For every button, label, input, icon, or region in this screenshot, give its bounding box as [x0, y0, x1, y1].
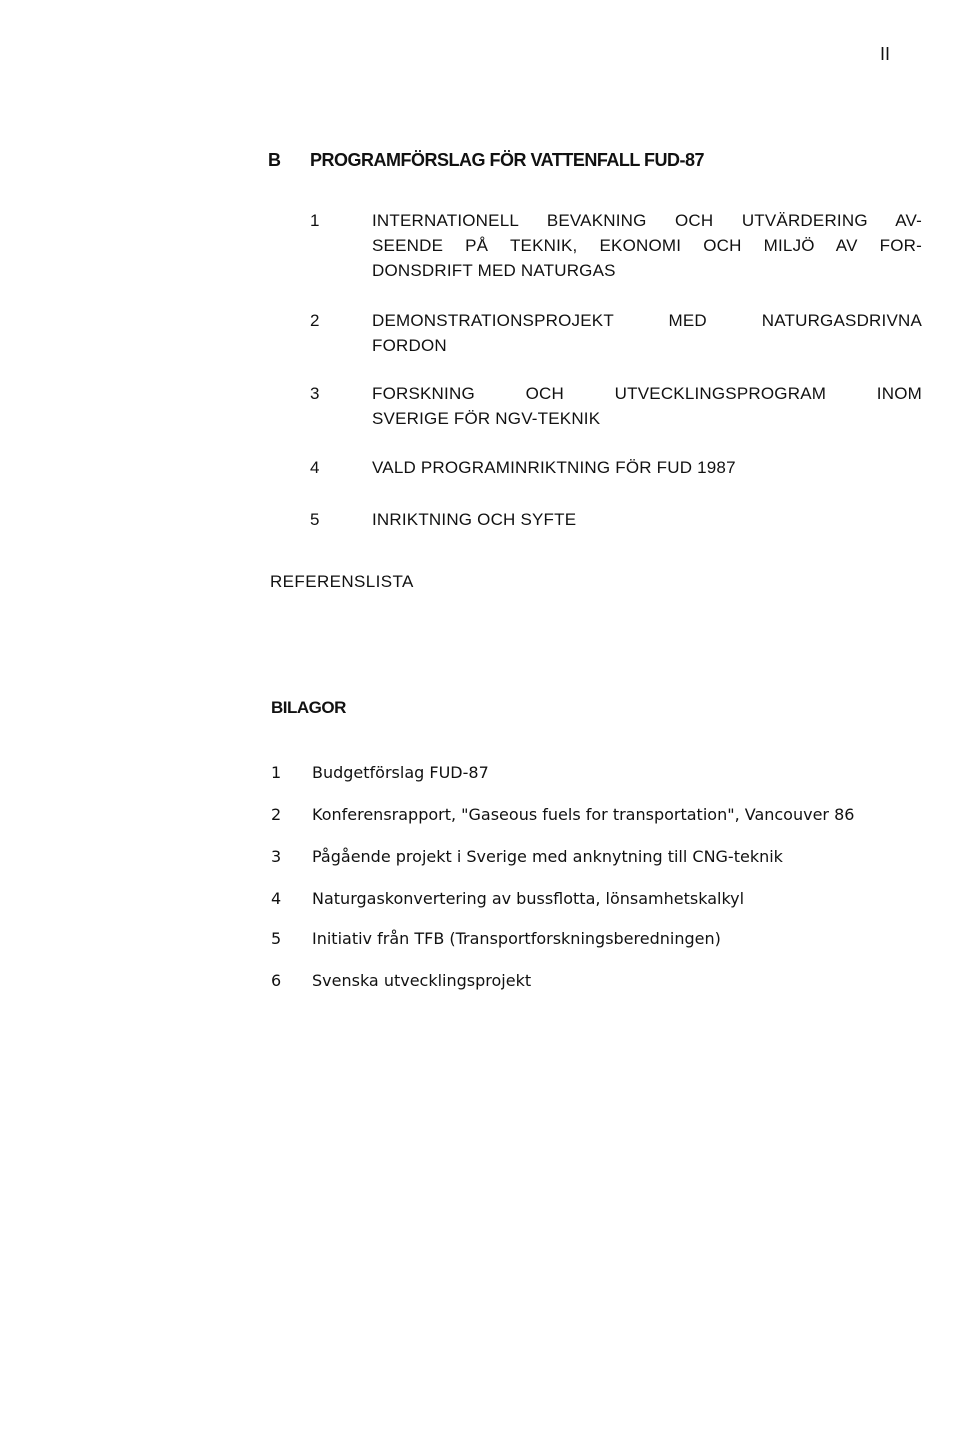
appendix-number: 1 — [271, 763, 282, 782]
toc-item-text — [372, 208, 922, 283]
toc-item-line: INTERNATIONELL BEVAKNING OCH UTVÄRDERING AV- — [372, 211, 922, 230]
section-letter: B — [268, 150, 281, 170]
toc-item-line: SEENDE PÅ TEKNIK, EKONOMI OCH MILJÖ AV FOR- — [372, 236, 922, 255]
toc-item-number: 2 — [310, 311, 320, 330]
toc-item-line: SVERIGE FÖR NGV-TEKNIK — [372, 409, 601, 428]
appendix-title: Pågående projekt i Sverige med anknytning till CNG-teknik — [312, 847, 783, 866]
section-title: PROGRAMFÖRSLAG FÖR VATTENFALL FUD-87 — [310, 150, 704, 170]
appendix-title: Budgetförslag FUD-87 — [312, 763, 489, 782]
appendix-number: 6 — [271, 971, 282, 990]
toc-item-line: INRIKTNING OCH SYFTE — [372, 510, 577, 529]
toc-item-number: 3 — [310, 384, 320, 403]
toc-item-number: 1 — [310, 211, 320, 230]
appendix-number: 5 — [271, 929, 282, 948]
appendix-title: Naturgaskonvertering av bussflotta, lönsamhetskalkyl — [312, 889, 745, 908]
appendix-number: 4 — [271, 889, 282, 908]
appendices-heading: BILAGOR — [271, 698, 346, 717]
toc-item-number: 5 — [310, 510, 320, 529]
appendix-number: 3 — [271, 847, 282, 866]
references-heading: REFERENSLISTA — [270, 572, 414, 591]
toc-item-line: FORDON — [372, 336, 447, 355]
toc-item-line: DEMONSTRATIONSPROJEKT MED NATURGASDRIVNA — [372, 311, 922, 330]
page-number: II — [880, 44, 891, 64]
toc-item-text — [372, 455, 922, 480]
toc-item-line: FORSKNING OCH UTVECKLINGSPROGRAM INOM — [372, 384, 922, 403]
toc-item-line: VALD PROGRAMINRIKTNING FÖR FUD 1987 — [372, 458, 736, 477]
toc-item-text — [372, 308, 922, 358]
toc-item-number: 4 — [310, 458, 320, 477]
appendix-title: Konferensrapport, "Gaseous fuels for transportation", Vancouver 86 — [312, 805, 855, 824]
toc-item-text — [372, 381, 922, 431]
toc-item-line: DONSDRIFT MED NATURGAS — [372, 261, 616, 280]
appendix-number: 2 — [271, 805, 282, 824]
appendix-title: Initiativ från TFB (Transportforskningsberedningen) — [312, 929, 721, 948]
appendix-title: Svenska utvecklingsprojekt — [312, 971, 532, 990]
toc-item-text — [372, 507, 922, 532]
